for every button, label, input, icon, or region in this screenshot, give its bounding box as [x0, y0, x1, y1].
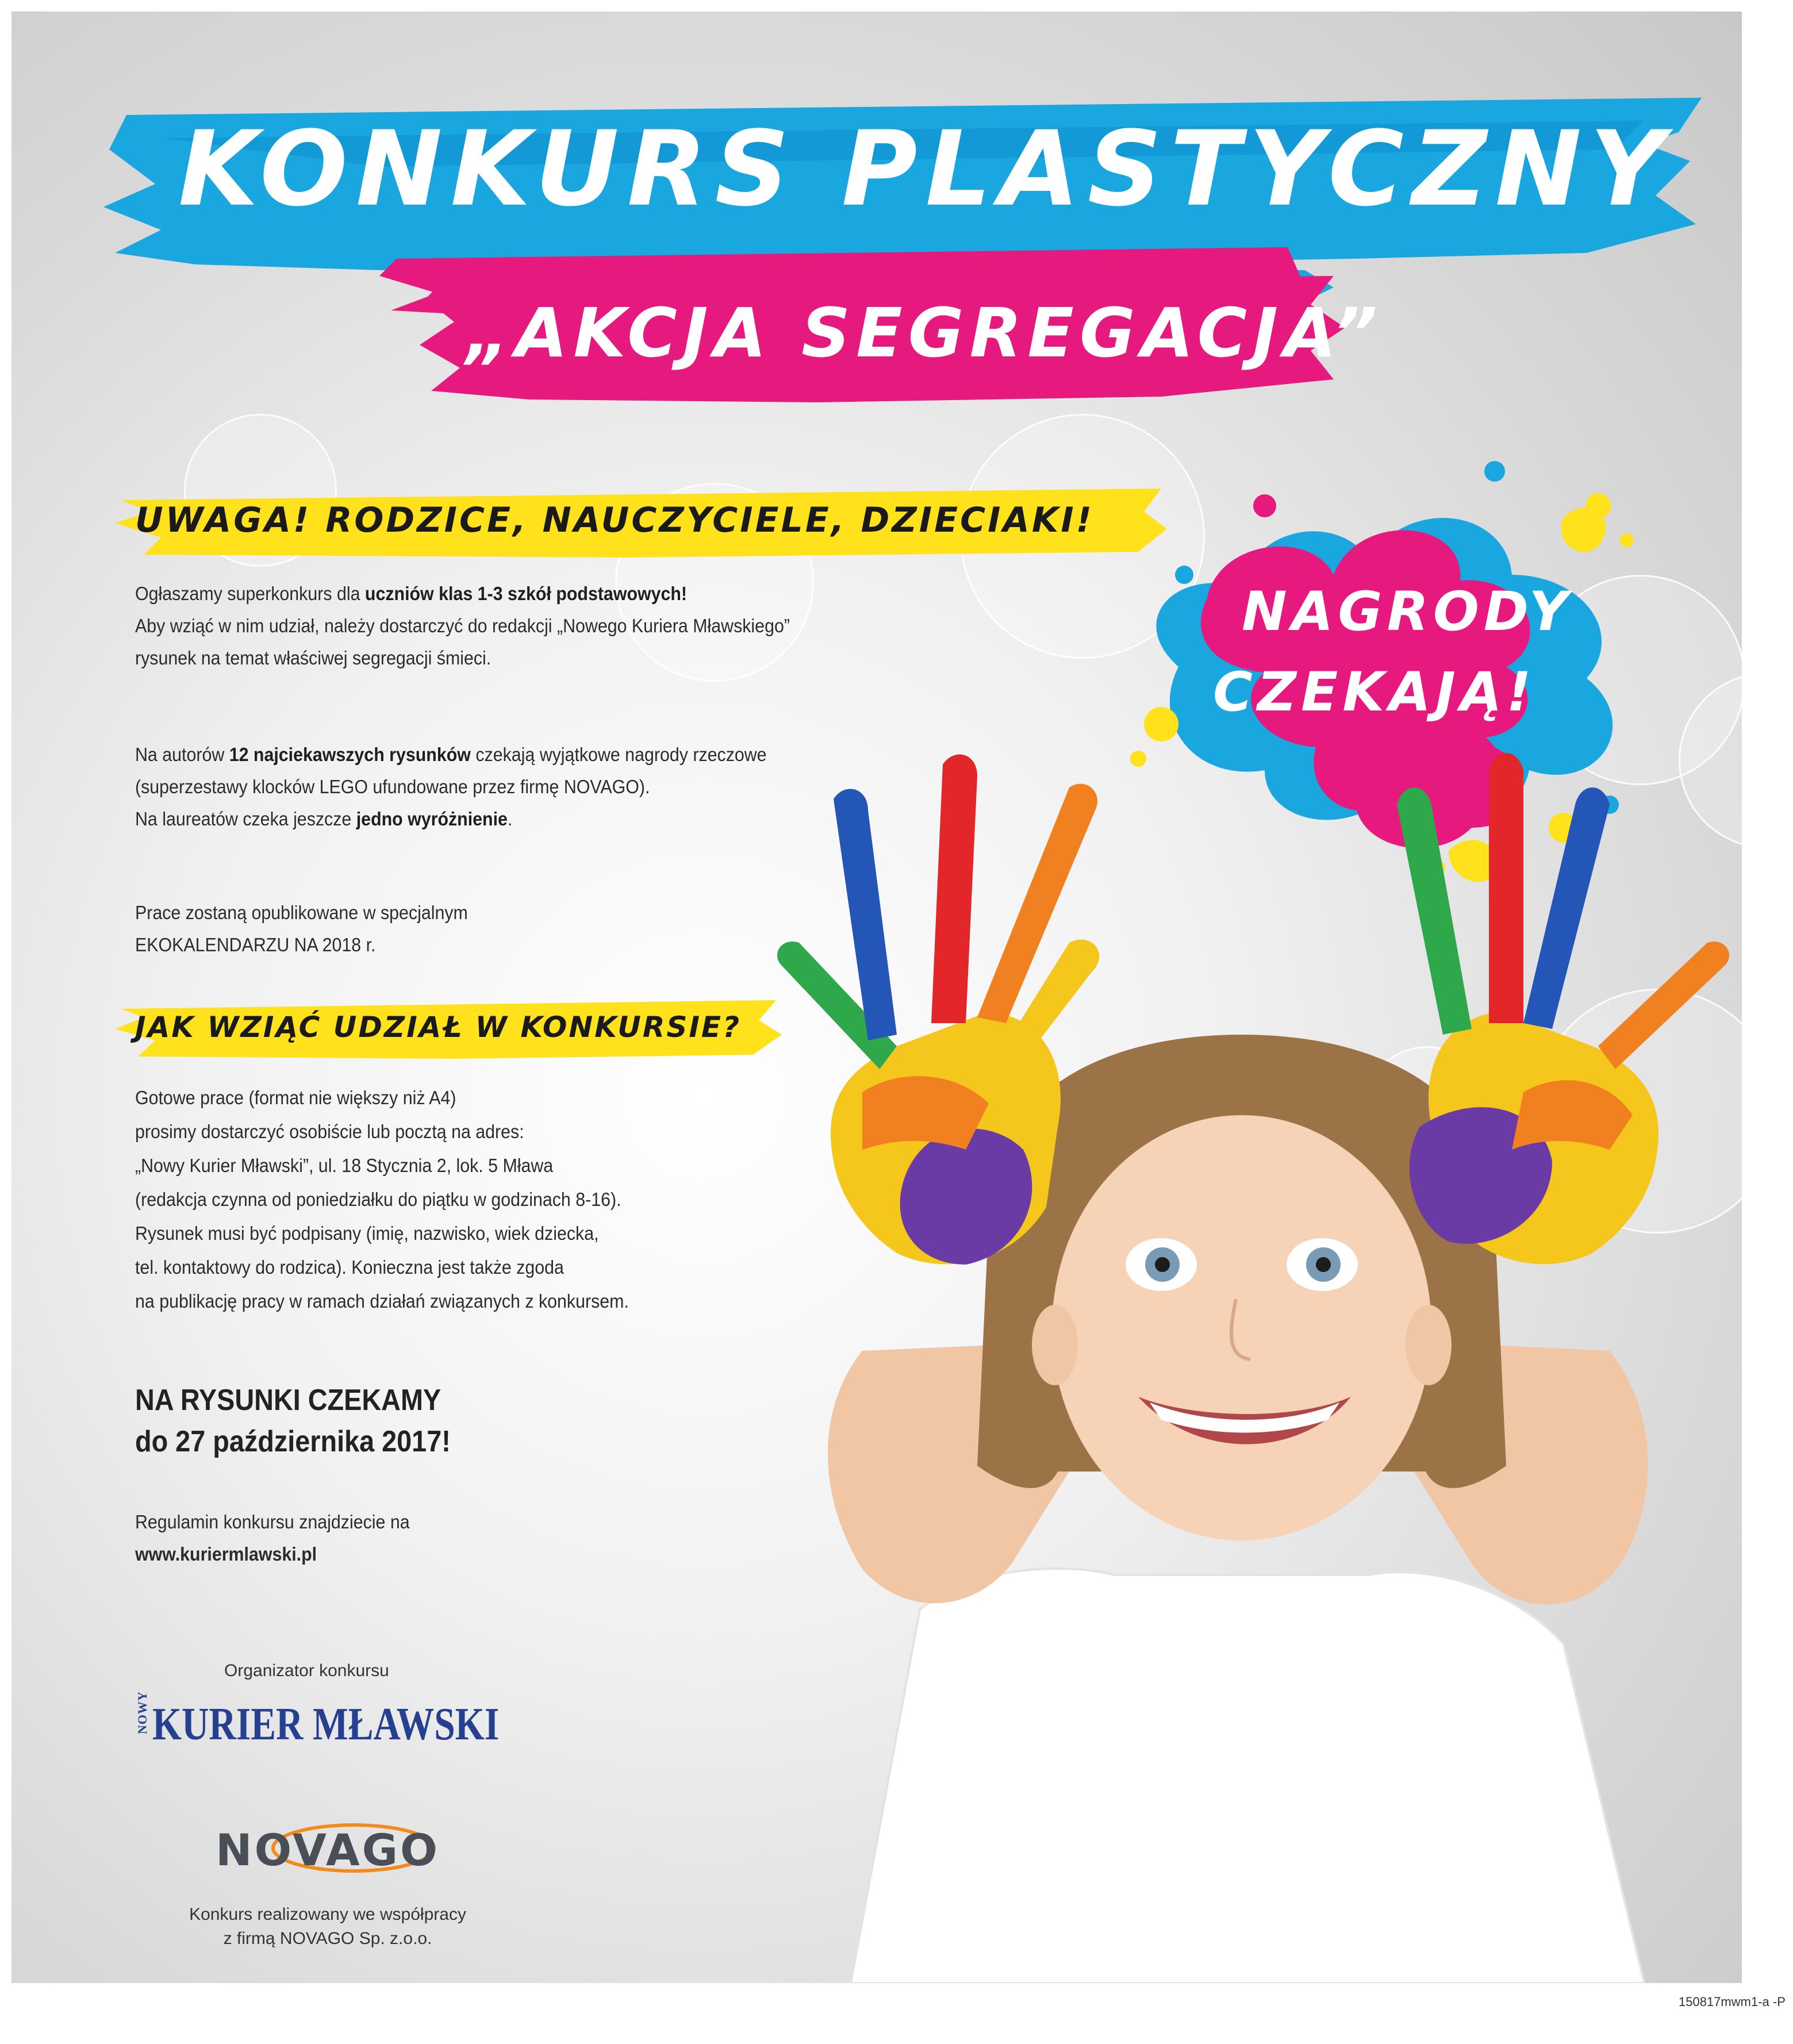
partner-line2: z firmą NOVAGO Sp. z.o.o. — [223, 1929, 432, 1948]
text-line: Gotowe prace (format nie większy niż A4) — [135, 1087, 456, 1108]
text-line: rysunek na temat właściwej segregacji śmieci. — [135, 647, 492, 668]
section1-paragraph2 — [135, 739, 767, 835]
rules-block — [135, 1506, 410, 1570]
text-line: Prace zostaną opublikowane w specjalnym — [135, 902, 468, 923]
partner-note — [167, 1903, 489, 1951]
text-line — [135, 578, 790, 610]
poster — [11, 11, 1742, 1983]
girl-photo — [747, 747, 1742, 1983]
section1-paragraph1 — [135, 578, 790, 674]
kurier-logo — [135, 1691, 526, 1762]
novago-logo — [210, 1816, 440, 1880]
text-line: Rysunek musi być podpisany (imię, nazwisko, wiek dziecka, — [135, 1223, 599, 1244]
section2-body — [135, 1081, 629, 1318]
text: czekają wyjątkowe nagrody rzeczowe — [470, 744, 767, 765]
text-bold: 12 najciekawszych rysunków — [229, 744, 471, 765]
deadline-line2: do 27 października 2017! — [135, 1425, 451, 1458]
section2-heading: JAK WZIĄĆ UDZIAŁ W KONKURSIE? — [135, 1011, 742, 1044]
text-line: Aby wziąć w nim udział, należy dostarczyć do redakcji „Nowego Kuriera Mławskiego” — [135, 615, 790, 636]
text-bold: uczniów klas 1-3 szkół podstawowych! — [364, 583, 688, 604]
prizes-line2: CZEKAJĄ! — [1213, 661, 1536, 724]
section1-heading: UWAGA! RODZICE, NAUCZYCIELE, DZIECIAKI! — [135, 500, 1095, 540]
partner-line1: Konkurs realizowany we współpracy — [189, 1905, 466, 1924]
text-line: na publikację pracy w ramach działań związanych z konkursem. — [135, 1290, 629, 1312]
text-line — [135, 739, 767, 771]
organizer-label: Organizator konkursu — [224, 1661, 389, 1680]
text: Ogłaszamy superkonkurs dla — [135, 583, 365, 604]
page-subtitle: „AKCJA SEGREGACJA” — [466, 293, 1383, 372]
section1-paragraph3 — [135, 897, 468, 961]
kurier-logo-main: KURIER MŁAWSKI — [152, 1699, 500, 1750]
footer-code: 150817mwm1-a -P — [1679, 1995, 1786, 2009]
deadline-line1: NA RYSUNKI CZEKAMY — [135, 1384, 441, 1417]
text: Na laureatów czeka jeszcze — [135, 808, 356, 829]
text-line: prosimy dostarczyć osobiście lub pocztą na adres: — [135, 1121, 524, 1142]
right-painted-hand — [1397, 753, 1729, 1264]
novago-logo-text: NOVAGO — [216, 1824, 440, 1876]
text-line: „Nowy Kurier Mławski”, ul. 18 Stycznia 2, lok. 5 Mława — [135, 1155, 554, 1176]
text-line — [135, 803, 767, 835]
text-line: tel. kontaktowy do rodzica). Konieczna jest także zgoda — [135, 1257, 564, 1278]
deadline-block — [135, 1380, 451, 1462]
prizes-line1: NAGRODY — [1242, 581, 1573, 643]
page-title: KONKURS PLASTYCZNY — [178, 109, 1673, 229]
rules-url[interactable]: www.kuriermlawski.pl — [135, 1543, 317, 1565]
text-line: EKOKALENDARZU NA 2018 r. — [135, 934, 376, 955]
text: . — [507, 808, 513, 829]
kurier-logo-small: NOWY — [135, 1691, 149, 1734]
text: Na autorów — [135, 744, 229, 765]
text-bold: jedno wyróżnienie — [356, 808, 508, 829]
text-line: (superzestawy klocków LEGO ufundowane przez firmę NOVAGO). — [135, 776, 650, 797]
text-line: (redakcja czynna od poniedziałku do piątku w godzinach 8-16). — [135, 1189, 621, 1210]
rules-text: Regulamin konkursu znajdziecie na — [135, 1511, 410, 1532]
